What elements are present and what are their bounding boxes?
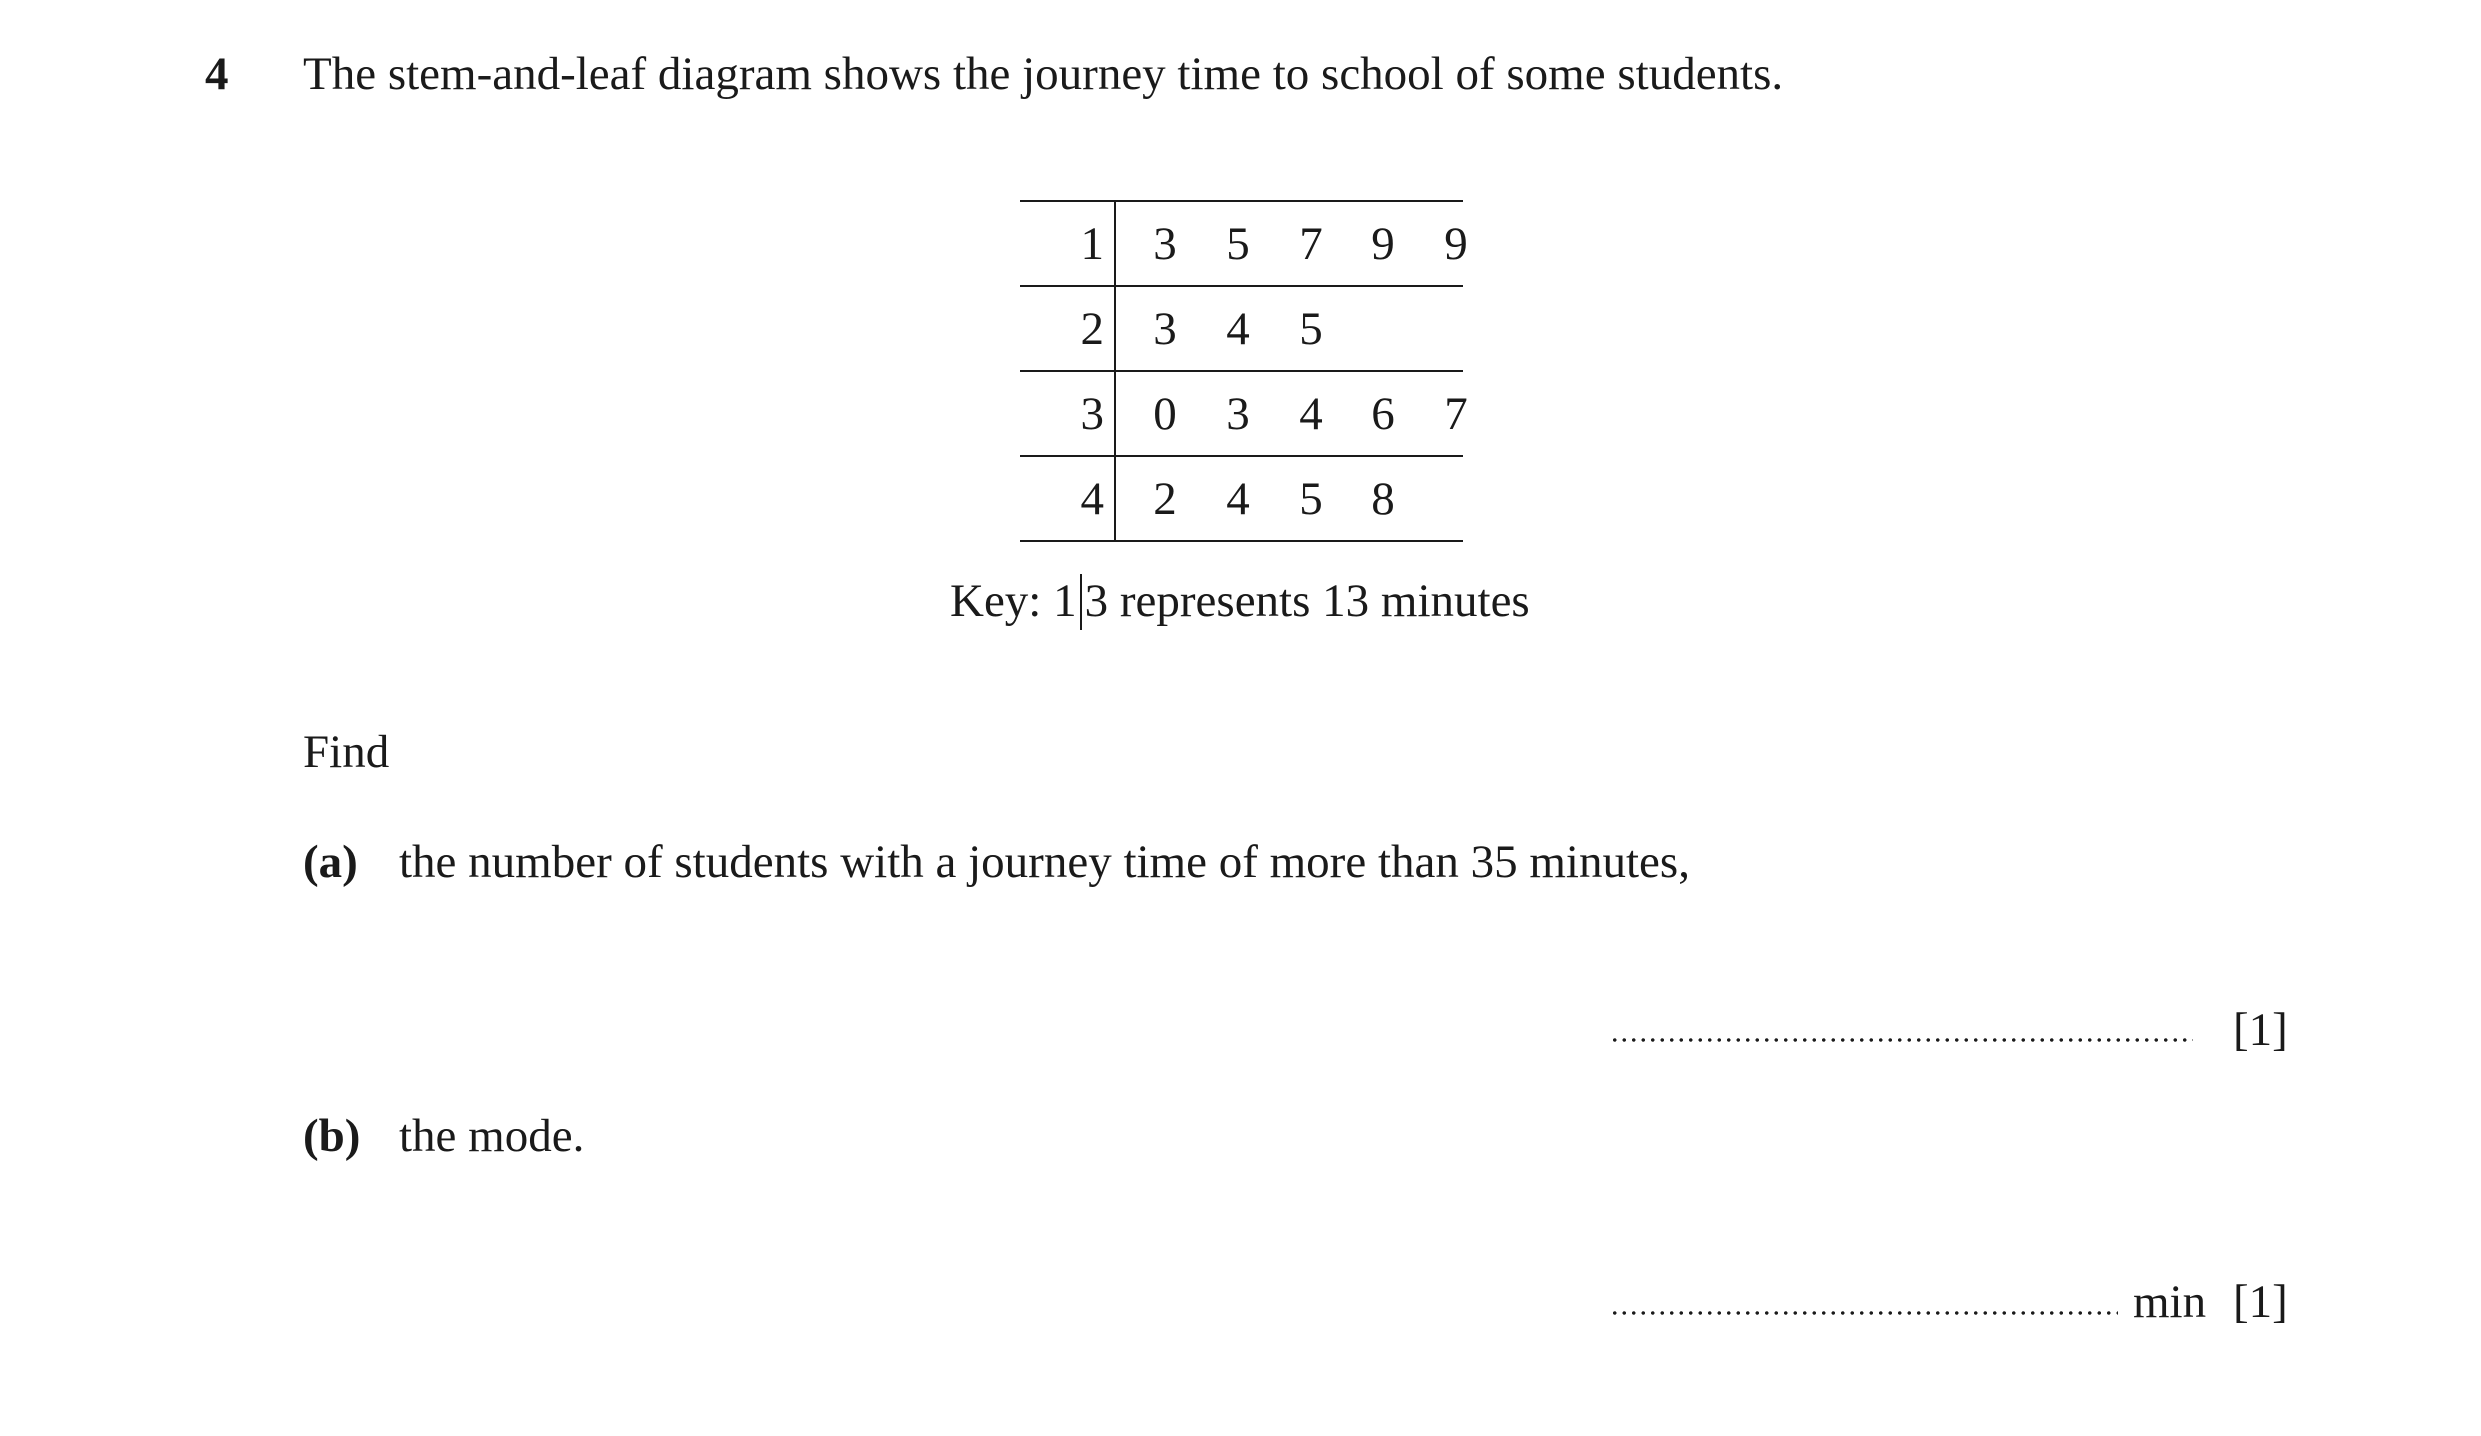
leaf-cell: 0	[1153, 388, 1177, 440]
leaf-cell: 2	[1153, 473, 1177, 525]
leaf-cell: 9	[1444, 218, 1468, 270]
question-stem: The stem-and-leaf diagram shows the journey time to school of some students.	[303, 48, 1784, 100]
leaf-cell: 5	[1299, 303, 1323, 355]
part-a-text: the number of students with a journey time of more than 35 minutes,	[399, 836, 1690, 888]
find-label: Find	[303, 726, 390, 778]
leaf-cell: 8	[1371, 473, 1395, 525]
key-stem: 1	[1053, 575, 1077, 627]
question-number: 4	[205, 48, 229, 100]
leaf-cell: 9	[1371, 218, 1395, 270]
key-suffix: represents 13 minutes	[1108, 575, 1530, 627]
stem-cell: 2	[1080, 303, 1104, 355]
leaf-cell: 5	[1299, 473, 1323, 525]
leaf-cell: 5	[1226, 218, 1250, 270]
leaf-cell: 4	[1226, 303, 1250, 355]
leaf-cell: 7	[1444, 388, 1468, 440]
part-a-label: (a)	[303, 836, 358, 888]
part-b-text: the mode.	[399, 1110, 585, 1162]
leaf-cell: 3	[1153, 218, 1177, 270]
part-a-marks: [1]	[2233, 1004, 2288, 1056]
diagram-divider	[1114, 202, 1116, 540]
stem-cell: 3	[1080, 388, 1104, 440]
key-divider	[1080, 574, 1082, 630]
leaf-cell: 4	[1226, 473, 1250, 525]
leaf-cell: 3	[1226, 388, 1250, 440]
stem-cell: 4	[1080, 473, 1104, 525]
leaf-cell: 6	[1371, 388, 1395, 440]
part-b-answer-line[interactable]	[1610, 1310, 2118, 1316]
part-a-answer-line[interactable]	[1610, 1037, 2193, 1043]
stem-and-leaf-diagram	[1020, 200, 1468, 542]
diagram-key	[950, 571, 1530, 631]
leaf-cell: 7	[1299, 218, 1323, 270]
part-b-unit: min	[2133, 1276, 2207, 1328]
stem-cell: 1	[1080, 218, 1104, 270]
leaf-cell: 3	[1153, 303, 1177, 355]
part-b-marks: [1]	[2233, 1276, 2288, 1328]
part-b-label: (b)	[303, 1110, 361, 1162]
leaf-cell: 4	[1299, 388, 1323, 440]
key-leaf: 3	[1084, 575, 1109, 627]
key-prefix: Key:	[950, 575, 1054, 627]
